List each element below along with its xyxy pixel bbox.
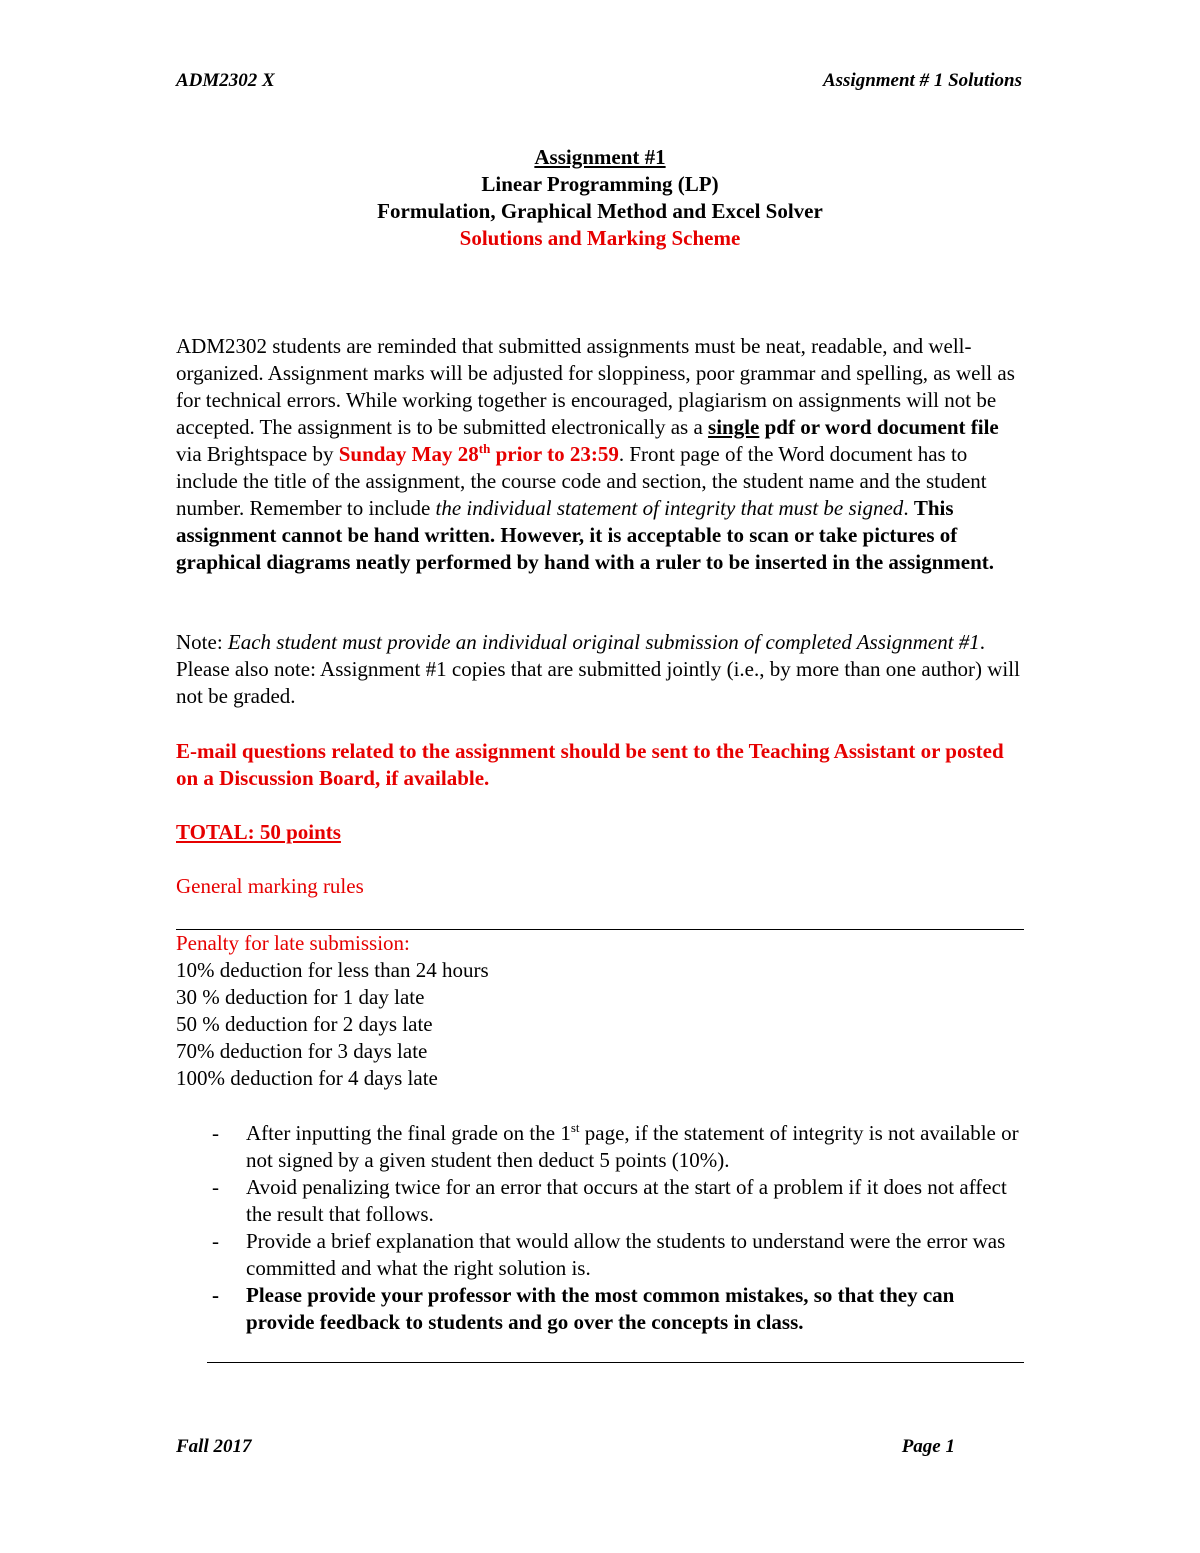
bullet-dash: -	[212, 1175, 219, 1199]
intro-text-2: . Front page of the Word document has to include the title of the assignment, the course code and section, the student name and the student number. Remember to include	[176, 442, 987, 520]
penalty-item: 50 % deduction for 2 days late	[176, 1012, 433, 1036]
list-item	[176, 1282, 1026, 1336]
list-item-text	[246, 1120, 1026, 1174]
total-points: TOTAL: 50 points	[176, 820, 341, 844]
intro-integrity: the individual statement of integrity that must be signed	[435, 496, 904, 520]
penalty-item: 10% deduction for less than 24 hours	[176, 958, 489, 982]
list-item-text: Please provide your professor with the most common mistakes, so that they can provide feedback to students and go over the concepts in class.	[246, 1283, 955, 1334]
deadline-sup: th	[478, 441, 491, 456]
list-item	[176, 1174, 1026, 1228]
note-label: Note:	[176, 630, 228, 654]
list-item-text: Avoid penalizing twice for an error that occurs at the start of a problem if it does not affect the result that follows.	[246, 1175, 1007, 1226]
intro-text-1: ADM2302 students are reminded that submitted assignments must be neat, readable, and well-organized. Assignment marks will be adjusted for sloppiness, poor grammar and spelling, as well as for technical errors. While working together is encouraged, plagiarism on assignments will not be accepted. The assignment is to be submitted electronically as a	[176, 334, 1015, 439]
deadline-time: prior to 23:59	[490, 442, 619, 466]
penalty-item: 100% deduction for 4 days late	[176, 1066, 438, 1090]
bullet-dash: -	[212, 1229, 219, 1253]
divider-bottom	[207, 1362, 1024, 1363]
intro-single: single	[708, 415, 760, 439]
intro-deadline	[339, 442, 619, 466]
note-paragraph	[176, 629, 1026, 710]
penalty-item: 70% deduction for 3 days late	[176, 1039, 428, 1063]
note-rest: . Please also note: Assignment #1 copies that are submitted jointly (i.e., by more than one author) will not be graded.	[176, 630, 1020, 708]
note-italic: Each student must provide an individual original submission of completed Assignment #1	[227, 630, 980, 654]
header-doc-title: Assignment # 1 Solutions	[822, 70, 1022, 91]
intro-pdf-word: pdf or word document file	[759, 415, 999, 439]
footer-page-number: Page 1	[901, 1436, 955, 1457]
intro-via: via Brightspace by	[176, 442, 339, 466]
marking-rules-list	[176, 1120, 1026, 1336]
title-solutions: Solutions and Marking Scheme	[459, 226, 741, 250]
b1-text-b: page, if the statement of integrity is not available or not signed by a given student then deduct 5 points (10%).	[246, 1121, 1019, 1172]
title-assignment: Assignment #1	[534, 145, 666, 169]
bullet-dash: -	[212, 1121, 219, 1145]
b1-sup: st	[570, 1120, 580, 1135]
b1-text-a: After inputting the final grade on the 1	[246, 1121, 571, 1145]
list-item-text: Provide a brief explanation that would allow the students to understand were the error was committed and what the right solution is.	[246, 1229, 1006, 1280]
penalty-heading: Penalty for late submission:	[176, 931, 410, 955]
intro-text-3: .	[903, 496, 914, 520]
title-methods: Formulation, Graphical Method and Excel Solver	[377, 199, 823, 223]
deadline-date: Sunday May 28	[338, 442, 479, 466]
intro-paragraph	[176, 333, 1026, 576]
penalty-section	[176, 930, 1026, 1092]
footer-term: Fall 2017	[176, 1436, 252, 1457]
bullet-dash: -	[212, 1283, 219, 1307]
penalty-item: 30 % deduction for 1 day late	[176, 985, 425, 1009]
general-rules-heading: General marking rules	[176, 874, 364, 898]
intro-bold-note: This assignment cannot be hand written. However, it is acceptable to scan or take pictures of graphical diagrams neatly performed by hand with a ruler to be inserted in the assignment.	[176, 496, 995, 574]
title-block	[0, 144, 1200, 252]
title-topic: Linear Programming (LP)	[481, 172, 719, 196]
list-item	[176, 1228, 1026, 1282]
email-notice: E-mail questions related to the assignment should be sent to the Teaching Assistant or posted on a Discussion Board, if available.	[176, 739, 1004, 790]
list-item	[176, 1120, 1026, 1174]
header-course-code: ADM2302 X	[176, 70, 275, 91]
